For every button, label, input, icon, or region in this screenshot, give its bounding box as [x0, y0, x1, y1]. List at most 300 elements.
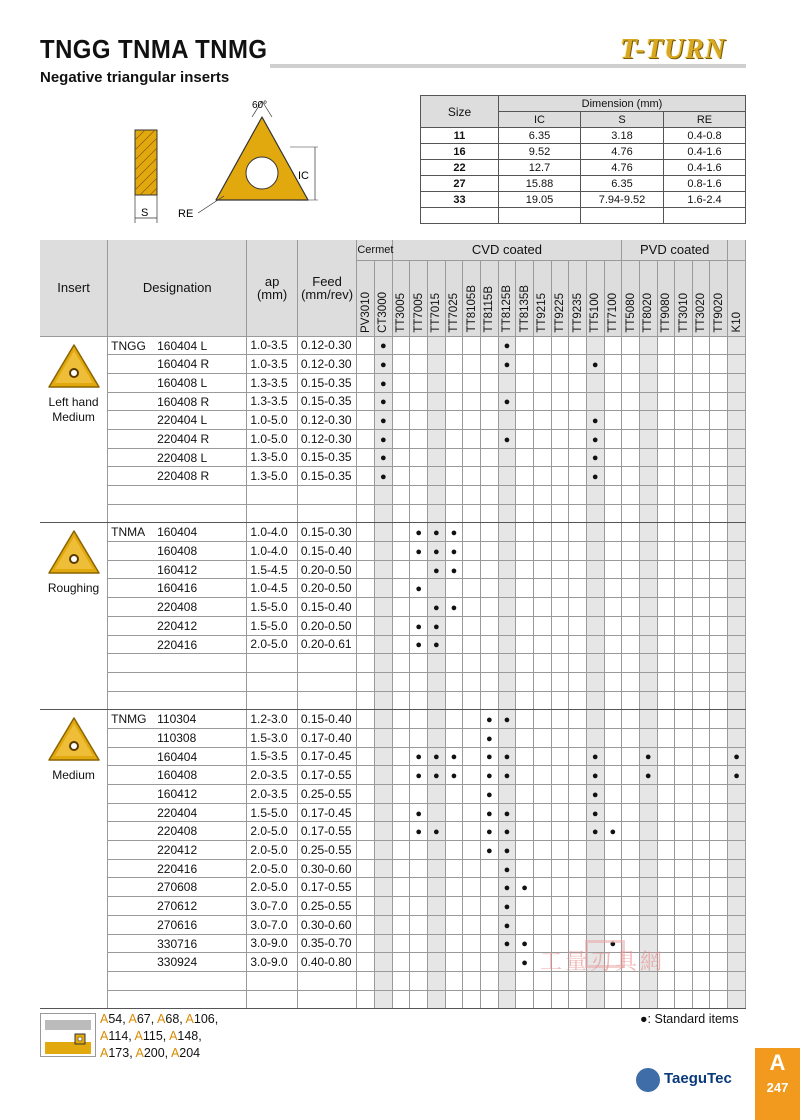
grade-cell	[427, 542, 445, 561]
grade-name: TT7025	[447, 292, 460, 333]
grade-cell	[533, 355, 551, 374]
grade-cell	[551, 373, 569, 392]
grade-cell	[622, 373, 640, 392]
grade-cell	[675, 448, 693, 467]
grade-cell	[728, 747, 746, 766]
designation-code: 160404	[157, 749, 198, 764]
grade-cell	[498, 859, 516, 878]
grade-cell	[480, 766, 498, 785]
grade-cell	[357, 448, 375, 467]
grade-cell	[710, 598, 728, 617]
standard-item-dot: ●	[432, 770, 440, 783]
standard-item-dot: ●	[503, 938, 511, 951]
ap-cell: 1.5-5.0	[247, 598, 297, 617]
grade-cell	[410, 766, 428, 785]
grade-cell	[728, 373, 746, 392]
grade-cell	[516, 542, 534, 561]
grade-cell	[692, 691, 710, 710]
grade-cell	[498, 392, 516, 411]
grade-cell	[692, 355, 710, 374]
grade-cell	[498, 467, 516, 486]
grade-cell	[445, 336, 463, 355]
designation-row	[40, 785, 746, 804]
grade-cell	[427, 934, 445, 953]
insert-photo-icon	[45, 341, 103, 393]
standard-item-dot: ●	[432, 826, 440, 839]
grade-cell	[692, 710, 710, 729]
grade-cell	[551, 579, 569, 598]
grade-cell	[604, 523, 622, 542]
grade-header	[728, 260, 746, 336]
grade-cell	[463, 822, 481, 841]
standard-item-dot: ●	[380, 377, 387, 390]
grade-cell	[692, 971, 710, 990]
grade-cell	[622, 448, 640, 467]
designation-cell	[108, 486, 247, 505]
grade-cell	[710, 803, 728, 822]
grade-cell	[410, 971, 428, 990]
grade-cell	[728, 822, 746, 841]
grade-cell	[516, 373, 534, 392]
grade-group-header	[728, 240, 746, 260]
grade-cell	[357, 654, 375, 673]
designation-code: 160408	[157, 544, 198, 559]
grade-cell	[657, 579, 675, 598]
grade-cell	[516, 336, 534, 355]
grade-cell	[710, 691, 728, 710]
grade-name: TT9080	[659, 292, 672, 333]
grade-cell	[392, 523, 410, 542]
grade-cell	[427, 710, 445, 729]
standard-item-dot: ●	[503, 340, 511, 353]
designation-cell	[108, 429, 247, 448]
grade-cell	[728, 523, 746, 542]
standard-item-dot: ●	[521, 957, 528, 970]
grade-cell	[375, 467, 393, 486]
blank-row	[40, 486, 746, 505]
designation-row	[40, 355, 746, 374]
feed-cell: 0.15-0.35	[297, 448, 357, 467]
grade-cell	[375, 448, 393, 467]
grade-cell	[410, 504, 428, 523]
grade-cell	[551, 710, 569, 729]
grade-cell	[569, 355, 587, 374]
grade-cell	[639, 336, 657, 355]
standard-item-dot: ●	[380, 340, 387, 353]
grade-cell	[728, 429, 746, 448]
standard-item-dot: ●	[432, 527, 440, 540]
grade-cell	[569, 785, 587, 804]
standard-item-dot: ●	[450, 601, 458, 614]
standard-item-dot: ●	[415, 807, 422, 820]
designation-code: 220404 L	[157, 413, 208, 428]
grade-cell	[692, 579, 710, 598]
grade-cell	[410, 710, 428, 729]
designation-row	[40, 392, 746, 411]
grade-cell	[427, 971, 445, 990]
grade-cell	[551, 448, 569, 467]
grade-cell	[516, 915, 534, 934]
grade-header	[516, 260, 534, 336]
grade-cell	[498, 373, 516, 392]
grade-cell	[692, 747, 710, 766]
grade-header	[427, 260, 445, 336]
grade-name: TT8115B	[483, 286, 496, 333]
grade-cell	[410, 373, 428, 392]
ap-cell	[247, 672, 297, 691]
grade-cell	[622, 785, 640, 804]
grade-cell	[533, 990, 551, 1009]
grade-cell	[639, 579, 657, 598]
grade-cell	[375, 915, 393, 934]
ap-cell: 1.0-5.0	[247, 429, 297, 448]
grade-cell	[392, 504, 410, 523]
grade-cell	[569, 747, 587, 766]
ap-cell: 1.0-4.0	[247, 542, 297, 561]
grade-cell	[551, 486, 569, 505]
page-number: 247	[766, 1080, 789, 1095]
grade-cell	[392, 710, 410, 729]
standard-item-dot: ●	[609, 826, 617, 839]
ap-cell: 2.0-3.5	[247, 766, 297, 785]
grade-cell	[622, 504, 640, 523]
grade-cell	[480, 803, 498, 822]
s-column-header: S	[581, 112, 664, 128]
grade-cell	[357, 616, 375, 635]
feed-cell	[297, 990, 357, 1009]
grade-cell	[551, 355, 569, 374]
grade-cell	[463, 560, 481, 579]
grade-cell	[533, 635, 551, 654]
grade-cell	[692, 448, 710, 467]
size-cell-size: 27	[421, 176, 499, 192]
grade-cell	[569, 990, 587, 1009]
ap-cell	[247, 486, 297, 505]
grade-cell	[604, 448, 622, 467]
grade-cell	[710, 841, 728, 860]
grade-cell	[657, 841, 675, 860]
grade-cell	[551, 691, 569, 710]
grade-cell	[586, 504, 604, 523]
designation-cell	[108, 542, 247, 561]
grade-cell	[728, 766, 746, 785]
grade-cell	[357, 504, 375, 523]
grade-cell	[569, 523, 587, 542]
grade-header	[657, 260, 675, 336]
grade-cell	[357, 915, 375, 934]
grade-cell	[375, 429, 393, 448]
blank-row	[40, 672, 746, 691]
grade-cell	[445, 373, 463, 392]
grade-cell	[480, 691, 498, 710]
grade-cell	[498, 934, 516, 953]
feed-cell	[297, 691, 357, 710]
grade-cell	[427, 448, 445, 467]
grade-cell	[675, 373, 693, 392]
page-refs-line-3[interactable]: A173, A200, A204	[100, 1046, 201, 1060]
grade-cell	[728, 355, 746, 374]
designation-cell	[108, 785, 247, 804]
grade-cell	[657, 691, 675, 710]
grade-cell	[657, 542, 675, 561]
grade-cell	[692, 598, 710, 617]
standard-item-dot: ●	[450, 751, 458, 764]
grade-cell	[427, 766, 445, 785]
grade-cell	[498, 355, 516, 374]
grade-cell	[375, 411, 393, 430]
grade-cell	[728, 579, 746, 598]
standard-item-dot: ●	[380, 415, 387, 428]
grade-cell	[657, 560, 675, 579]
designation-code: 110308	[157, 730, 197, 745]
grade-cell	[427, 486, 445, 505]
grade-cell	[675, 878, 693, 897]
grade-cell	[392, 747, 410, 766]
grade-cell	[586, 448, 604, 467]
grade-cell	[692, 336, 710, 355]
grade-cell	[710, 728, 728, 747]
grade-header	[410, 260, 428, 336]
grade-cell	[427, 504, 445, 523]
ap-cell: 2.0-5.0	[247, 635, 297, 654]
grade-cell	[445, 411, 463, 430]
ap-cell: 1.5-3.5	[247, 747, 297, 766]
grade-cell	[516, 971, 534, 990]
grade-cell	[728, 504, 746, 523]
size-row	[421, 192, 746, 208]
grade-cell	[692, 841, 710, 860]
designation-row	[40, 448, 746, 467]
insert-image-cell	[40, 523, 108, 710]
grade-cell	[392, 411, 410, 430]
grade-cell	[463, 897, 481, 916]
grade-cell	[604, 504, 622, 523]
insert-image-cell	[40, 336, 108, 523]
grade-cell	[551, 504, 569, 523]
grade-cell	[392, 728, 410, 747]
grade-cell	[728, 467, 746, 486]
grade-cell	[445, 747, 463, 766]
designation-cell	[108, 934, 247, 953]
designation-row	[40, 411, 746, 430]
standard-item-dot: ●	[591, 826, 599, 839]
grade-cell	[675, 429, 693, 448]
designation-code: 220412	[157, 843, 198, 858]
grade-cell	[622, 728, 640, 747]
grade-cell	[710, 429, 728, 448]
grade-cell	[357, 336, 375, 355]
grade-cell	[657, 766, 675, 785]
insert-photo-icon	[45, 714, 103, 766]
standard-item-dot: ●	[432, 601, 440, 614]
grade-cell	[710, 953, 728, 972]
grade-cell	[710, 878, 728, 897]
grade-cell	[516, 448, 534, 467]
feed-cell: 0.17-0.55	[297, 766, 357, 785]
grade-cell	[622, 710, 640, 729]
ap-cell: 2.0-5.0	[247, 822, 297, 841]
grade-cell	[586, 373, 604, 392]
standard-item-dot: ●	[432, 545, 440, 558]
grade-cell	[357, 897, 375, 916]
grade-cell	[551, 990, 569, 1009]
grade-cell	[639, 429, 657, 448]
designation-cell	[108, 710, 247, 729]
standard-item-dot: ●	[380, 452, 387, 465]
re-column-header: RE	[664, 112, 746, 128]
grade-cell	[392, 579, 410, 598]
ap-cell	[247, 971, 297, 990]
designation-code: 270608	[157, 880, 198, 895]
grade-cell	[392, 766, 410, 785]
grade-cell	[569, 429, 587, 448]
grade-name: PV3010	[359, 291, 372, 333]
designation-row	[40, 747, 746, 766]
grade-cell	[410, 429, 428, 448]
grade-cell	[586, 878, 604, 897]
grade-cell	[480, 579, 498, 598]
size-row	[421, 144, 746, 160]
grade-cell	[410, 747, 428, 766]
grade-cell	[410, 616, 428, 635]
designation-cell	[108, 411, 247, 430]
standard-item-dot: ●	[503, 882, 511, 895]
grade-cell	[427, 523, 445, 542]
standard-item-dot: ●	[503, 844, 511, 857]
grade-cell	[375, 785, 393, 804]
grade-cell	[728, 336, 746, 355]
grade-cell	[516, 616, 534, 635]
grade-cell	[657, 803, 675, 822]
grade-cell	[604, 691, 622, 710]
grade-cell	[427, 990, 445, 1009]
grade-cell	[445, 841, 463, 860]
grade-cell	[657, 859, 675, 878]
grade-cell	[533, 598, 551, 617]
designation-row	[40, 822, 746, 841]
grade-cell	[551, 766, 569, 785]
grade-cell	[498, 803, 516, 822]
feed-cell: 0.40-0.80	[297, 953, 357, 972]
grade-cell	[445, 766, 463, 785]
grade-cell	[463, 467, 481, 486]
grade-cell	[392, 373, 410, 392]
grade-cell	[480, 542, 498, 561]
standard-item-dot: ●	[432, 751, 440, 764]
grade-cell	[480, 841, 498, 860]
s-label: S	[141, 207, 149, 219]
grade-cell	[480, 897, 498, 916]
grade-header	[710, 260, 728, 336]
grade-cell	[357, 766, 375, 785]
designation-cell	[108, 766, 247, 785]
grade-cell	[445, 448, 463, 467]
grade-cell	[551, 654, 569, 673]
grade-cell	[639, 373, 657, 392]
grade-cell	[675, 822, 693, 841]
designation-header: Designation	[108, 240, 247, 336]
grade-cell	[675, 747, 693, 766]
grade-cell	[622, 635, 640, 654]
standard-item-dot: ●	[380, 359, 387, 372]
feed-cell	[297, 654, 357, 673]
designation-code: 270616	[157, 917, 198, 932]
standard-item-dot: ●	[432, 639, 440, 652]
grade-cell	[675, 990, 693, 1009]
grade-cell	[410, 672, 428, 691]
grade-cell	[392, 878, 410, 897]
grade-cell	[569, 504, 587, 523]
insert-image-cell	[40, 710, 108, 1009]
grade-cell	[710, 504, 728, 523]
grade-cell	[692, 822, 710, 841]
grade-cell	[498, 878, 516, 897]
grade-cell	[728, 392, 746, 411]
grade-cell	[622, 429, 640, 448]
grade-cell	[533, 878, 551, 897]
grade-cell	[692, 429, 710, 448]
watermark-text: 工量刃具網	[540, 949, 666, 974]
grade-cell	[639, 504, 657, 523]
grade-cell	[728, 897, 746, 916]
designation-prefix: TNMA	[111, 525, 146, 540]
grade-cell	[516, 392, 534, 411]
grade-cell	[480, 373, 498, 392]
page-refs-line-2[interactable]: A114, A115, A148,	[100, 1029, 202, 1043]
feed-cell: 0.17-0.55	[297, 878, 357, 897]
grade-cell	[569, 710, 587, 729]
grade-cell	[692, 934, 710, 953]
grade-cell	[710, 579, 728, 598]
standard-item-dot: ●	[591, 452, 599, 465]
grade-cell	[675, 785, 693, 804]
designation-code: 220404 R	[157, 431, 210, 446]
grade-header	[692, 260, 710, 336]
grade-cell	[604, 990, 622, 1009]
grade-cell	[586, 897, 604, 916]
ap-cell: 2.0-5.0	[247, 878, 297, 897]
grade-cell	[710, 355, 728, 374]
grade-cell	[622, 691, 640, 710]
grade-cell	[427, 803, 445, 822]
grade-cell	[375, 971, 393, 990]
ap-cell: 3.0-9.0	[247, 934, 297, 953]
grade-cell	[357, 635, 375, 654]
grade-cell	[427, 822, 445, 841]
grade-cell	[675, 579, 693, 598]
size-cell-ic: 15.88	[499, 176, 581, 192]
feed-cell: 0.15-0.35	[297, 392, 357, 411]
grade-cell	[604, 728, 622, 747]
grade-cell	[657, 654, 675, 673]
page-refs-line-1[interactable]: A54, A67, A68, A106,	[100, 1012, 219, 1026]
grade-cell	[392, 990, 410, 1009]
grade-cell	[604, 411, 622, 430]
standard-item-dot: ●	[485, 844, 493, 857]
grade-cell	[569, 560, 587, 579]
grade-cell	[392, 859, 410, 878]
grade-cell	[357, 710, 375, 729]
designation-cell	[108, 953, 247, 972]
grade-cell	[516, 747, 534, 766]
grade-cell	[569, 635, 587, 654]
grade-cell	[410, 953, 428, 972]
grade-cell	[657, 990, 675, 1009]
grade-cell	[357, 560, 375, 579]
grade-cell	[533, 672, 551, 691]
grade-cell	[551, 598, 569, 617]
grade-cell	[516, 467, 534, 486]
